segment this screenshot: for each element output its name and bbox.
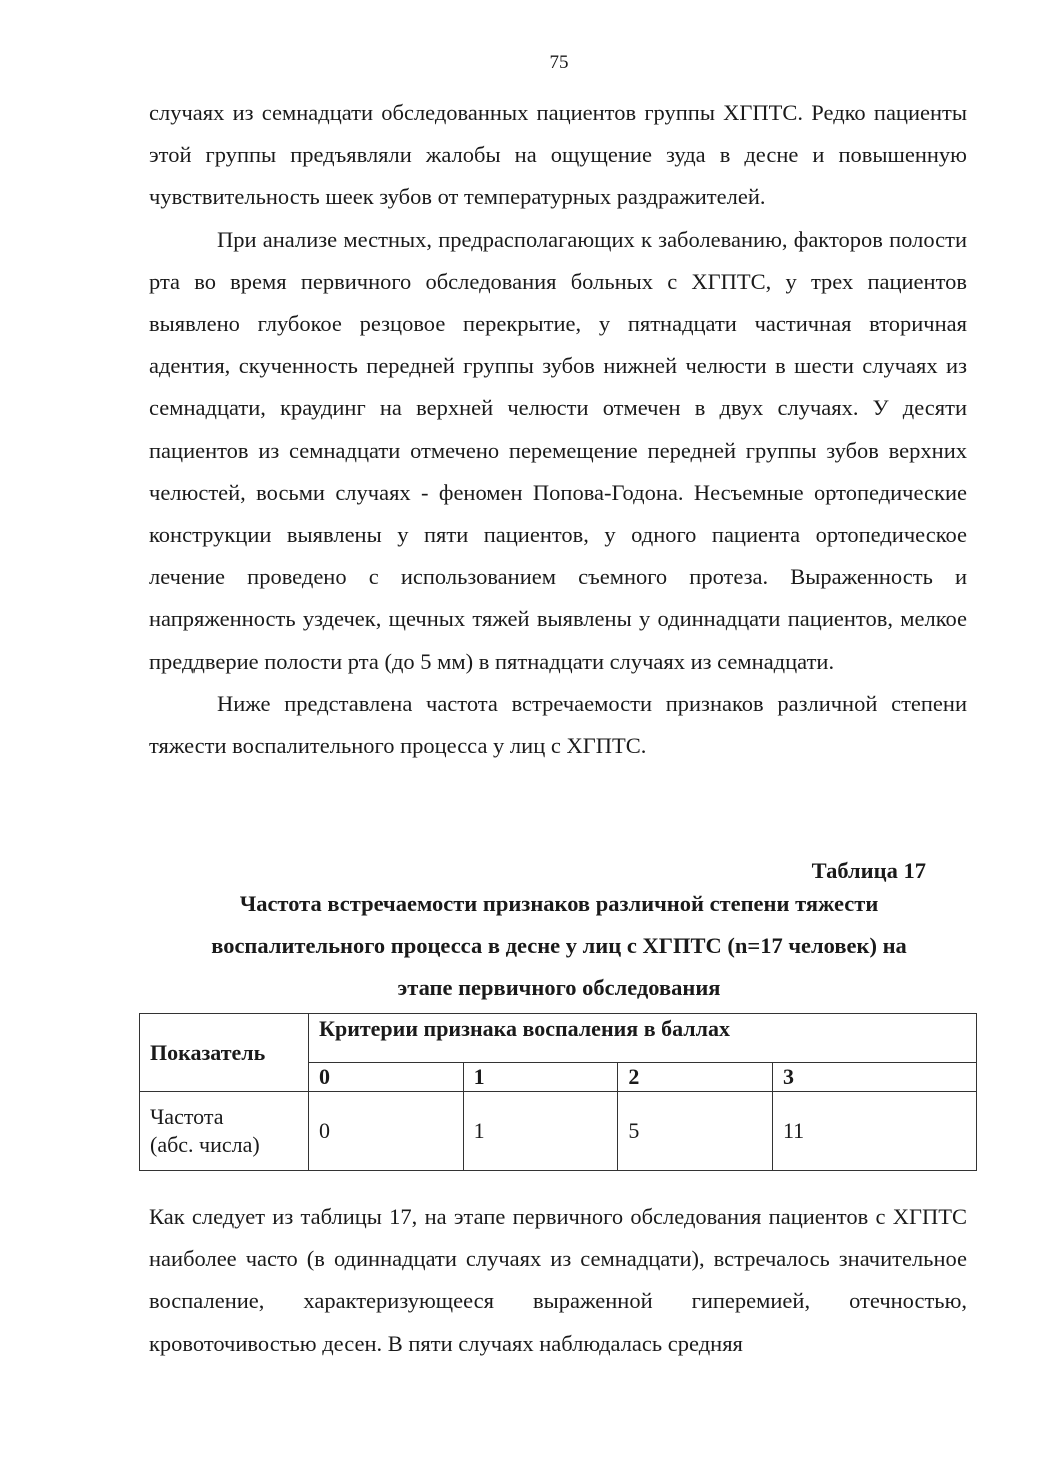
row-label-line: (абс. числа) <box>150 1132 260 1157</box>
header-indicator: Показатель <box>140 1014 309 1092</box>
score-column-header: 2 <box>618 1063 773 1092</box>
table-title-line: этапе первичного обследования <box>397 975 721 1000</box>
table-label: Таблица 17 <box>811 858 926 883</box>
row-label-line: Частота <box>150 1104 224 1129</box>
table-cell: 1 <box>463 1092 618 1171</box>
body-text-top <box>149 92 967 767</box>
table-title-line: воспалительного процесса в десне у лиц с ХГПТС (n=17 человек) на <box>211 933 907 958</box>
frequency-table <box>139 1013 977 1171</box>
score-column-header: 0 <box>309 1063 464 1092</box>
body-text-bottom <box>149 1196 967 1365</box>
table-cell: 5 <box>618 1092 773 1171</box>
page-number: 75 <box>549 52 569 73</box>
table-row <box>140 1092 977 1171</box>
row-label <box>140 1092 309 1171</box>
table-cell: 0 <box>309 1092 464 1171</box>
paragraph-table-conclusion: Как следует из таблицы 17, на этапе первичного обследования пациентов с ХГПТС наиболее часто (в одиннадцати случаях из семнадцати), встречалось значительное воспаление, характеризующееся выраженной гиперемией, отечностью, кровоточивостью десен. В пяти случаях наблюдалась средняя <box>149 1204 967 1356</box>
paragraph-continuation: случаях из семнадцати обследованных пациентов группы ХГПТС. Редко пациенты этой группы предъявляли жалобы на ощущение зуда в десне и повышенную чувствительность шеек зубов от температурных раздражителей. <box>149 100 967 210</box>
header-criteria: Критерии признака воспаления в баллах <box>309 1014 977 1063</box>
score-column-header: 1 <box>463 1063 618 1092</box>
table-cell: 11 <box>772 1092 976 1171</box>
paragraph-table-intro: Ниже представлена частота встречаемости признаков различной степени тяжести воспалительного процесса у лиц с ХГПТС. <box>149 690 967 759</box>
paragraph-local-factors: При анализе местных, предрасполагающих к заболеванию, факторов полости рта во время первичного обследования больных с ХГПТС, у трех пациентов выявлено глубокое резцовое перекрытие, у пятнадцати частичная вторичная адентия, скученность передней группы зубов нижней челюсти в шести случаях из семнадцати, краудинг на верхней челюсти отмечен в двух случаях. У десяти пациентов из семнадцати отмечено перемещение передней группы зубов верхних челюстей, восьми случаях - феномен Попова-Годона. Несъемные ортопедические конструкции выявлены у пяти пациентов, у одного пациента ортопедическое лечение проведено с использованием съемного протеза. Выраженность и напряженность уздечек, щечных тяжей выявлены у одиннадцати пациентов, мелкое преддверие полости рта (до 5 мм) в пятнадцати случаях из семнадцати. <box>149 226 967 674</box>
table-title <box>0 883 1040 1009</box>
score-column-header: 3 <box>772 1063 976 1092</box>
table-header-row <box>140 1014 977 1063</box>
table-title-line: Частота встречаемости признаков различной степени тяжести <box>239 891 879 916</box>
